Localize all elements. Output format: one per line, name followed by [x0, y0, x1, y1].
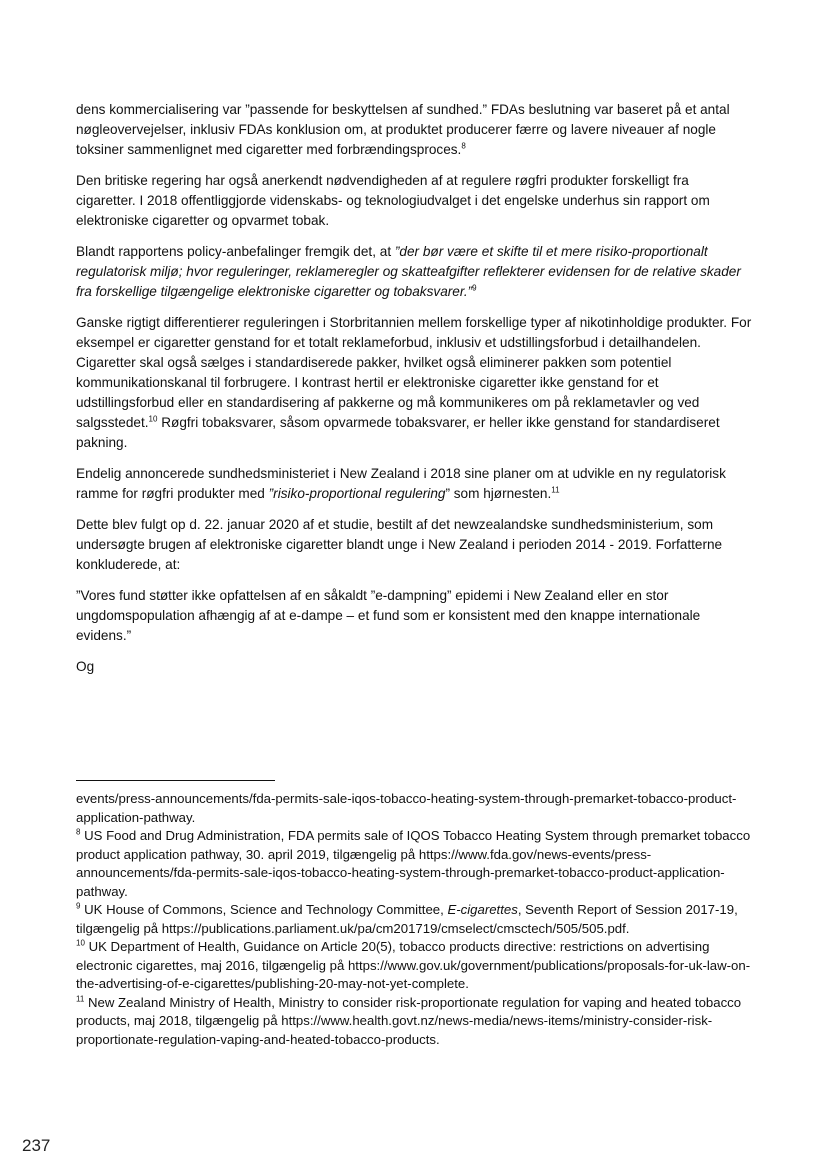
footnote-10-text: UK Department of Health, Guidance on Article 20(5), tobacco products directive: restrictions on advertising electronic cigarettes, maj 2016, tilgængelig på https://www.gov.uk/government/publications/proposals-for-uk-law-on-the-advertising-of-e-cigarettes/publishing-20-may-not-yet-complete.	[76, 939, 751, 991]
paragraph-8: Og	[76, 659, 95, 674]
footnote-11-text: New Zealand Ministry of Health, Ministry to consider risk-proportionate regulation for vaping and heated tobacco products, maj 2018, tilgængelig på https://www.health.govt.nz/news-media/news-items/ministry-consider-risk-proportionate-regulation-vaping-and-heated-tobacco-products.	[76, 994, 742, 1047]
body-text	[76, 100, 752, 688]
footnote-8-number: 8	[76, 827, 81, 837]
paragraph-4-text: Ganske rigtigt differentierer reguleringen i Storbritannien mellem forskellige typer af nikotinholdige produkter. For eksempel er cigaretter genstand for et totalt reklameforbud, inklusiv et udstillingsforbud i detailhandelen. Cigaretter skal også sælges i standardiserede pakker, hvilket også eliminerer pakken som potentiel kommunikationskanal til forbrugere. I kontrast hertil er elektroniske cigaretter ikke genstand for et udstillingsforbud eller en standardisering af pakkerne og må kommunikeres om på reklametavler og ved salgsstedet.	[76, 315, 752, 430]
paragraph-5	[76, 464, 752, 504]
paragraph-6: Dette blev fulgt op d. 22. januar 2020 af et studie, bestilt af det newzealandske sundhedsministerium, som undersøgte brugen af elektroniske cigaretter blandt unge i New Zealand i perioden 2014 - 2019. Forfatterne konkluderede, at:	[76, 517, 723, 572]
paragraph-3	[76, 242, 752, 302]
paragraph-4	[76, 313, 752, 453]
footnote-continuation: events/press-announcements/fda-permits-sale-iqos-tobacco-heating-system-through-premarket-tobacco-product-application-pathway.	[76, 791, 737, 825]
footnote-ref-8[interactable]: 8	[461, 141, 466, 151]
paragraph-5-italic: ”risiko-proportional regulering	[268, 486, 446, 501]
footnote-11	[76, 994, 752, 1050]
footnote-11-number: 11	[76, 994, 85, 1004]
footnote-8-text: US Food and Drug Administration, FDA permits sale of IQOS Tobacco Heating System through premarket tobacco product application pathway, 30. april 2019, tilgængelig på https://www.fda.gov/news-events/press-announcements/fda-permits-sale-iqos-tobacco-heating-system-through-premarket-tobacco-product-application-pathway.	[76, 828, 751, 899]
paragraph-4-text-cont: Røgfri tobaksvarer, såsom opvarmede tobaksvarer, er heller ikke genstand for standardiseret pakning.	[76, 415, 720, 450]
footnote-ref-9[interactable]: 9	[472, 283, 477, 293]
footnote-ref-10[interactable]: 10	[148, 414, 158, 424]
paragraph-2: Den britiske regering har også anerkendt nødvendigheden af at regulere røgfri produkter forskelligt fra cigaretter. I 2018 offentliggjorde videnskabs- og teknologiudvalget i det engelske underhus sin rapport om elektroniske cigaretter og opvarmet tobak.	[76, 173, 710, 228]
footnote-9-number: 9	[76, 901, 81, 911]
report-quote: ”der bør være et skifte til et mere risiko-proportionalt regulatorisk miljø; hvor reguleringer, reklameregler og skatteafgifter reflekterer evidensen for de relative skader fra forskellige tilgængelige elektroniske cigaretter og tobaksvarer.”	[76, 244, 741, 299]
paragraph-7-quote: ”Vores fund støtter ikke opfattelsen af en såkaldt ”e-dampning” epidemi i New Zealand eller en stor ungdomspopulation afhængig af at e-dampe – et fund som er konsistent med den knappe internationale evidens.”	[76, 588, 701, 643]
footnote-9-text-cont: , Seventh Report of Session 2017-19, tilgængelig på https://publications.parliament.uk/pa/cm201719/cmselect/cmsctech/505/505.pdf.	[76, 902, 738, 936]
footnote-separator	[76, 780, 275, 781]
footnote-9-italic: E-cigarettes	[447, 902, 518, 917]
footnote-10-number: 10	[76, 938, 85, 948]
paragraph-1-text: dens kommercialisering var ”passende for beskyttelsen af sundhed.” FDAs beslutning var baseret på et antal nøgleovervejelser, inklusiv FDAs konklusion om, at produktet producerer færre og lavere niveauer af nogle toksiner sammenlignet med cigaretter med forbrændingsproces.	[76, 102, 730, 157]
paragraph-1	[76, 100, 752, 160]
paragraph-5-text: Endelig annoncerede sundhedsministeriet i New Zealand i 2018 sine planer om at udvikle en ny regulatorisk ramme for røgfri produkter med	[76, 466, 726, 501]
footnote-9-text: UK House of Commons, Science and Technology Committee,	[80, 902, 448, 917]
paragraph-3-text: Blandt rapportens policy-anbefalinger fremgik det, at	[76, 244, 395, 259]
paragraph-5-text-cont: ” som hjørnesten.	[445, 486, 552, 501]
footnote-8	[76, 827, 752, 901]
footnotes	[76, 790, 752, 1049]
footnote-9	[76, 901, 752, 938]
footnote-10	[76, 938, 752, 994]
page-number: 237	[22, 1136, 51, 1155]
footnote-ref-11[interactable]: 11	[551, 485, 560, 495]
